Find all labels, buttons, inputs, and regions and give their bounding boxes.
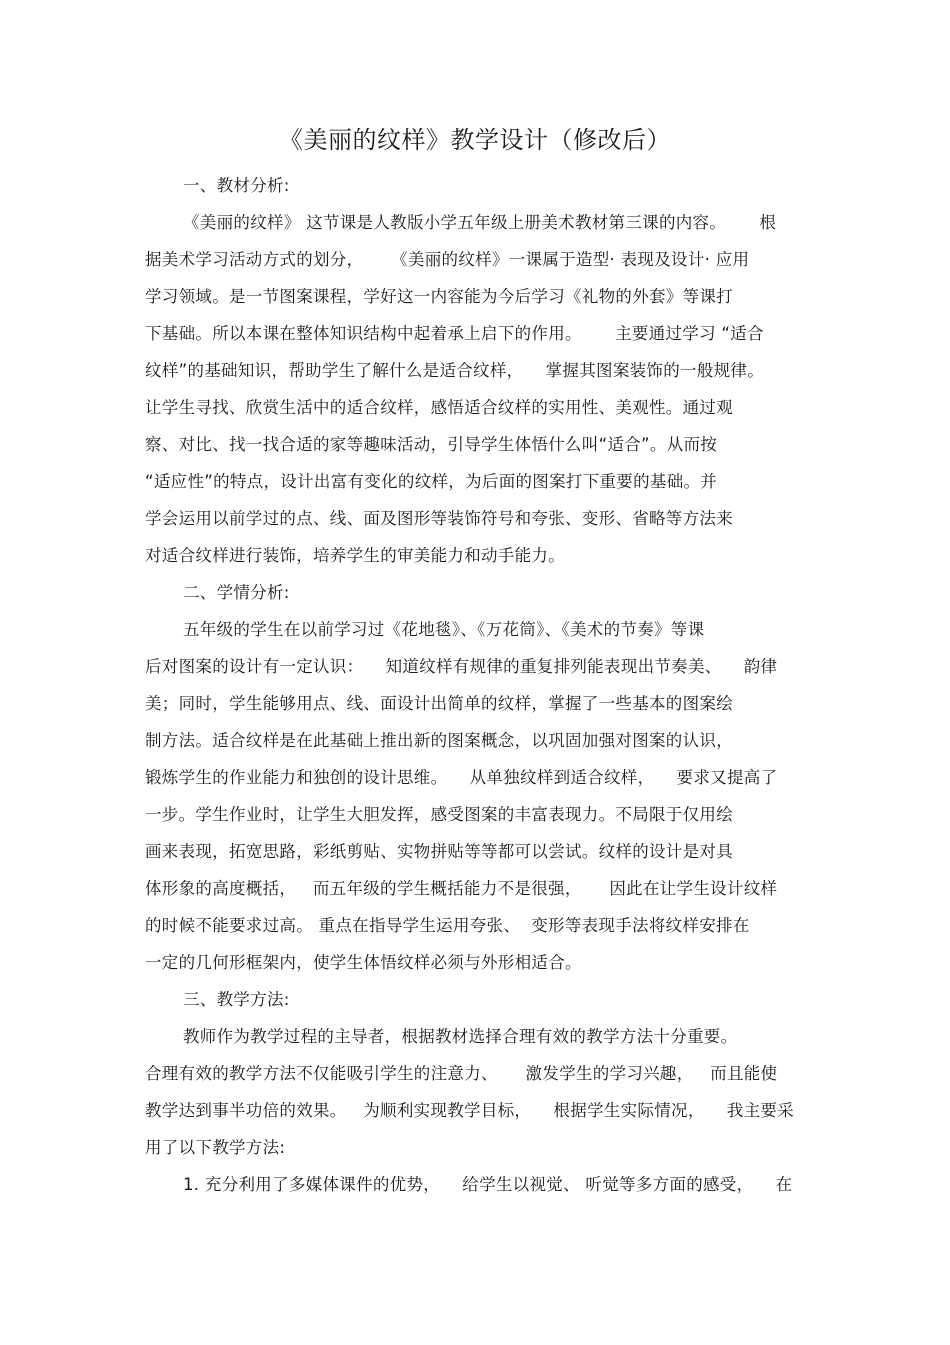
paragraph-line: 画来表现，拓宽思路，彩纸剪贴、实物拼贴等等都可以尝试。纹样的设计是对具	[145, 842, 733, 861]
paragraph-line: 教学达到事半功倍的效果。 为顺利实现教学目标， 根据学生实际情况， 我主要采	[145, 1101, 794, 1120]
paragraph-line: 合理有效的教学方法不仅能吸引学生的注意力、 激发学生的学习兴趣， 而且能使	[145, 1064, 778, 1083]
section-heading-material-analysis: 一、教材分析:	[183, 176, 290, 195]
section-heading-learner-analysis: 二、学情分析:	[183, 583, 290, 602]
paragraph-line: 的时候不能要求过高。 重点在指导学生运用夸张、 变形等表现手法将纹样安排在	[145, 916, 750, 935]
paragraph-line: 锻炼学生的作业能力和独创的设计思维。 从单独纹样到适合纹样， 要求又提高了	[145, 768, 778, 787]
paragraph-line: 五年级的学生在以前学习过《花地毯》、《万花筒》、《美术的节奏》等课	[183, 620, 705, 639]
paragraph-line: 制方法。适合纹样是在此基础上推出新的图案概念，以巩固加强对图案的认识，	[145, 731, 733, 750]
paragraph-line: 用了以下教学方法:	[145, 1138, 286, 1157]
section-heading-teaching-methods: 三、教学方法:	[183, 990, 290, 1009]
paragraph-line: 察、对比、找一找合适的家等趣味活动，引导学生体悟什么叫“适合”。从而按	[145, 435, 718, 454]
paragraph-line: 下基础。所以本课在整体知识结构中起着承上启下的作用。 主要通过学习 “适合	[145, 324, 764, 343]
paragraph-line: 美；同时，学生能够用点、线、面设计出简单的纹样，掌握了一些基本的图案绘	[145, 694, 733, 713]
paragraph-line: 教师作为教学过程的主导者，根据教材选择合理有效的教学方法十分重要。	[183, 1027, 738, 1046]
paragraph-line: 体形象的高度概括， 而五年级的学生概括能力不是很强， 因此在让学生设计纹样	[145, 879, 778, 898]
paragraph-line: 让学生寻找、欣赏生活中的适合纹样，感悟适合纹样的实用性、美观性。通过观	[145, 398, 733, 417]
paragraph-line: 后对图案的设计有一定认识： 知道纹样有规律的重复排列能表现出节奏美、 韵律	[145, 657, 778, 676]
paragraph-line: 《美丽的纹样》 这节课是人教版小学五年级上册美术教材第三课的内容。 根	[183, 213, 777, 232]
paragraph-line: 学会运用以前学过的点、线、面及图形等装饰符号和夸张、变形、省略等方法来	[145, 509, 733, 528]
paragraph-line: 一定的几何形框架内，使学生体悟纹样必须与外形相适合。	[145, 953, 582, 972]
paragraph-line: “适应性”的特点，设计出富有变化的纹样，为后面的图案打下重要的基础。并	[145, 472, 718, 491]
paragraph-line: 纹样”的基础知识，帮助学生了解什么是适合纹样， 掌握其图案装饰的一般规律。	[145, 361, 765, 380]
paragraph-line: 1. 充分利用了多媒体课件的优势， 给学生以视觉、 听觉等多方面的感受， 在	[183, 1175, 793, 1194]
document-title: 《美丽的纹样》教学设计（修改后）	[279, 126, 671, 154]
paragraph-line: 据美术学习活动方式的划分， 《美丽的纹样》一课属于造型· 表现及设计· 应用	[145, 250, 750, 269]
paragraph-line: 对适合纹样进行装饰，培养学生的审美能力和动手能力。	[145, 546, 565, 565]
paragraph-line: 学习领域。是一节图案课程，学好这一内容能为今后学习《礼物的外套》等课打	[145, 287, 733, 306]
paragraph-line: 一步。学生作业时，让学生大胆发挥，感受图案的丰富表现力。不局限于仅用绘	[145, 805, 733, 824]
